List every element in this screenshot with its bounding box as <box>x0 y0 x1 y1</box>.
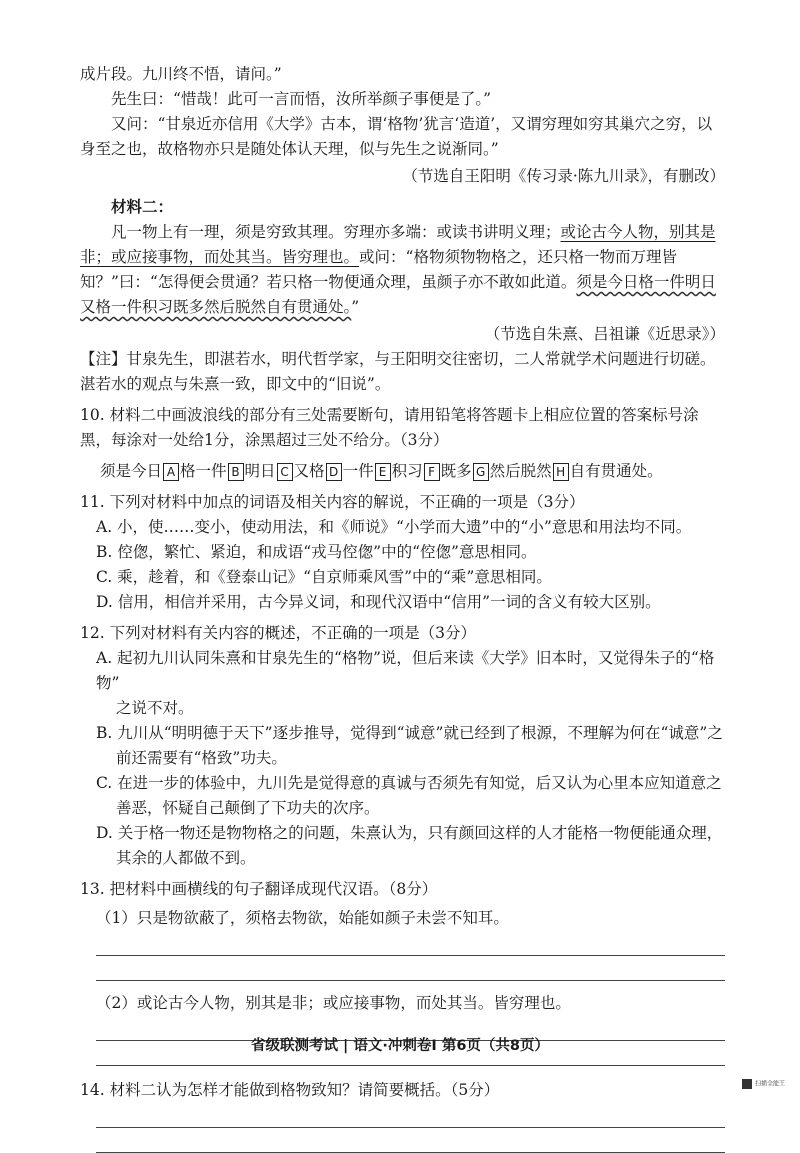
material1-source: （节选自王阳明《传习录·陈九川录》，有删改） <box>402 167 725 185</box>
scanner-watermark <box>742 1079 785 1089</box>
answer-line[interactable] <box>96 1128 725 1153</box>
material2-wavy-sentence: 须是今日格一件明日又格一件积习既多然后脱然自有贯通处。 <box>80 273 716 316</box>
answer-box-g[interactable]: G <box>473 463 489 481</box>
q10-part: 积习 <box>391 462 423 480</box>
page-footer: 省级联测考试 | 语文·冲刺卷Ⅰ 第6页（共8页） <box>250 1038 550 1054</box>
question-10-stem: 10. 材料二中画波浪线的部分有三处需要断句，请用铅笔将答题卡上相应位置的答案标号涂黑，每涂对一处给1分，涂黑超过三处不给分。（3分） <box>80 406 699 449</box>
question-10-boxes <box>80 459 725 484</box>
q13-sentence-2: （2）或论古今人物，别其是非；或应接事物，而处其当。皆穷理也。 <box>96 994 571 1012</box>
question-11-stem: 11. 下列对材料中加点的词语及相关内容的解说，不正确的一项是（3分） <box>80 493 585 511</box>
q11-option-c: C. 乘，趁着，和《登泰山记》“自京师乘风雪”中的“乘”意思相同。 <box>96 568 552 586</box>
material2-seg5: ” <box>351 298 360 316</box>
answer-box-c[interactable]: C <box>277 463 293 481</box>
material1-line1: 成片段。九川终不悟，请问。” <box>80 65 282 83</box>
q10-part: 自有贯通处。 <box>569 462 663 480</box>
material2-underlined-sentence: 或论古今人物，别其是非；或应接事物，而处其当。皆穷理也。 <box>80 223 716 266</box>
answer-box-b[interactable]: B <box>228 463 244 481</box>
q12-option-b-cont: 前还需要有“格致”功夫。 <box>116 749 287 767</box>
q13-sentence-1: （1）只是物欲蔽了，须格去物欲，始能如颜子未尝不知耳。 <box>96 909 509 927</box>
answer-line[interactable] <box>96 956 725 981</box>
q10-part: 须是今日 <box>100 462 163 480</box>
material2-source: （节选自朱熹、吕祖谦《近思录》） <box>484 325 725 343</box>
answer-line[interactable] <box>96 1103 725 1128</box>
q10-part: 又格 <box>293 462 325 480</box>
page-content <box>80 62 725 1153</box>
material2-seg3: 或问：“格物须物物格之，还只格一物而万理皆知？”曰：“怎得便会贯通？若只格一物便通众理，虽颜子亦不敢如此道。 <box>80 248 677 291</box>
material1-line2: 先生曰：“惜哉！此可一言而悟，汝所举颜子事便是了。” <box>111 90 492 108</box>
q12-option-a: A. 起初九川认同朱熹和甘泉先生的“格物”说，但后来读《大学》旧本时，又觉得朱子的“格物” <box>96 649 715 692</box>
note: 【注】甘泉先生，即湛若水，明代哲学家，与王阳明交往密切，二人常就学术问题进行切磋。湛若水的观点与朱熹一致，即文中的“旧说”。 <box>80 350 716 393</box>
answer-box-a[interactable]: A <box>163 463 179 481</box>
q11-option-a: A. 小，使……变小，使动用法，和《师说》“小学而大遗”中的“小”意思和用法均不同。 <box>96 518 692 536</box>
q12-option-d: D. 关于格一物还是物物格之的问题，朱熹认为，只有颜回这样的人才能格一物便能通众理， <box>96 824 723 842</box>
q11-option-d: D. 信用，相信并采用，古今异义词，和现代汉语中“信用”一词的含义有较大区别。 <box>96 593 661 611</box>
question-14-stem: 14. 材料二认为怎样才能做到格物致知？请简要概括。（5分） <box>80 1081 500 1099</box>
q12-option-a-cont: 之说不对。 <box>116 699 194 717</box>
watermark-text: 扫描全能王 <box>755 1080 786 1088</box>
q10-part: 然后脱然 <box>489 462 552 480</box>
answer-box-d[interactable]: D <box>326 463 342 481</box>
q10-part: 明日 <box>244 462 276 480</box>
q12-option-c-cont: 善恶，怀疑自己颠倒了下功夫的次序。 <box>116 799 380 817</box>
answer-box-f[interactable]: F <box>424 463 440 481</box>
q12-option-d-cont: 其余的人都做不到。 <box>116 849 256 867</box>
material2-text <box>80 220 725 320</box>
material1-line3: 又问：“甘泉近亦信用《大学》古本，谓‘格物’犹言‘造道’，又谓穷理如穷其巢穴之穷，以身至之也，故格物亦只是随处体认天理，似与先生之说渐同。” <box>80 115 713 158</box>
q10-part: 格一件 <box>180 462 227 480</box>
q10-part: 既多 <box>440 462 472 480</box>
q12-option-b: B. 九川从“明明德于天下”逐步推导，觉得到“诚意”就已经到了根源，不理解为何在“诚意”之 <box>96 724 723 742</box>
qr-code-icon <box>742 1079 752 1089</box>
q11-option-b: B. 倥偬，繁忙、紧迫，和成语“戎马倥偬”中的“倥偬”意思相同。 <box>96 543 537 561</box>
material2-heading: 材料二： <box>111 198 174 216</box>
answer-box-e[interactable]: E <box>375 463 391 481</box>
question-13-stem: 13. 把材料中画横线的句子翻译成现代汉语。（8分） <box>80 880 438 898</box>
q10-part: 一件 <box>342 462 374 480</box>
answer-box-h[interactable]: H <box>553 463 569 481</box>
q12-option-c: C. 在进一步的体验中，九川先是觉得意的真诚与否须先有知觉，后又认为心里本应知道意之 <box>96 774 722 792</box>
question-12-stem: 12. 下列对材料有关内容的概述，不正确的一项是（3分） <box>80 624 476 642</box>
answer-line[interactable] <box>96 931 725 956</box>
material2-seg1: 凡一物上有一理，须是穷致其理。穷理亦多端：或读书讲明义理； <box>111 223 561 241</box>
